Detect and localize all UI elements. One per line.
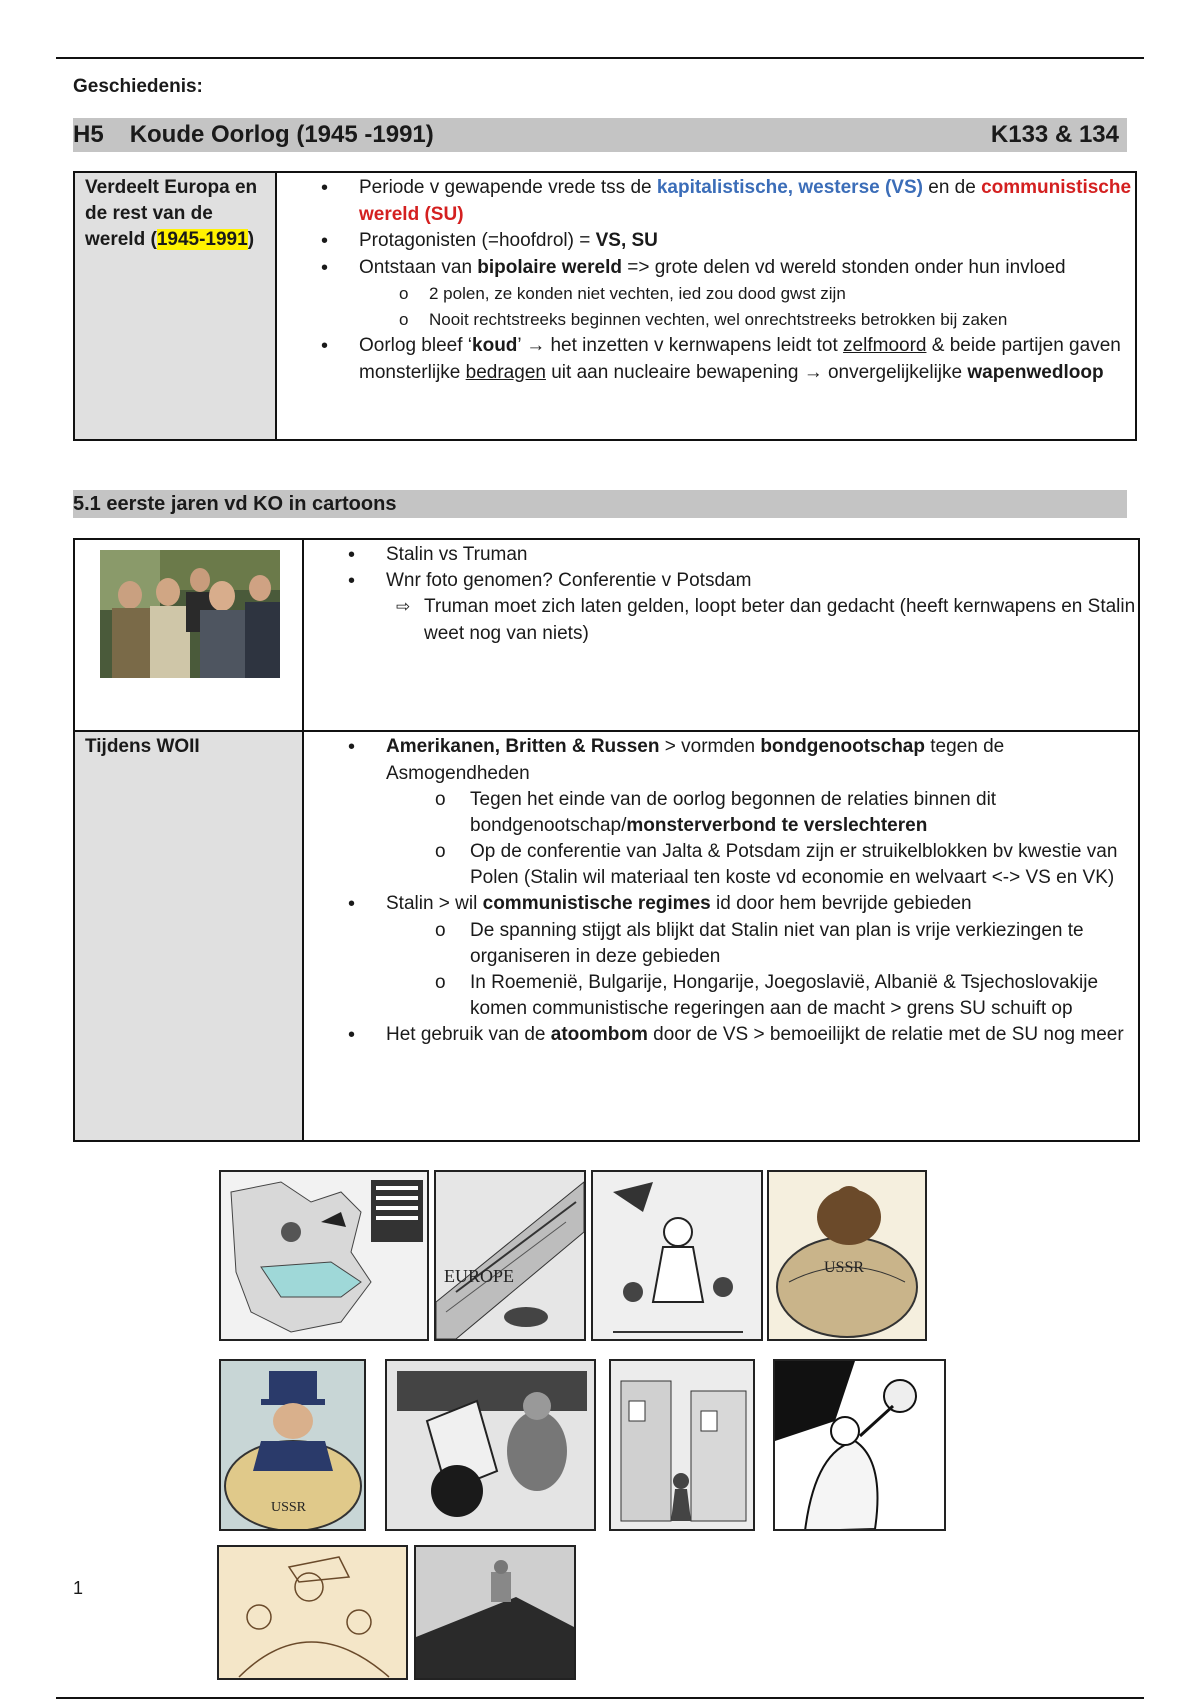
intro-table: [73, 171, 1137, 441]
photo-arrow-list: [304, 594, 1138, 647]
potsdam-photo: [100, 550, 280, 678]
intro-sub-bullets: [277, 281, 1135, 333]
chapter-reference: K133 & 134: [990, 121, 1119, 148]
top-rule: [56, 57, 1144, 59]
list-item: • Stalin vs Truman: [304, 542, 1138, 568]
list-item: • Wnr foto genomen? Conferentie v Potsdam: [304, 568, 1138, 594]
cartoon-europe-text: EUROPE: [444, 1266, 515, 1286]
list-item: • Ontstaan van bipolaire wereld => grote delen vd wereld stonden onder hun invloed o 2 polen, ze konden niet vechten, ied zou dood gwst zijn o Nooit rechtstreeks beginnen vechten, wel onrechtstreeks betrokken bij zaken: [277, 255, 1135, 334]
list-item: • Protagonisten (=hoofdrol) = VS, SU: [277, 228, 1135, 255]
photo-bullets: [304, 540, 1138, 594]
dark-figure-illustration: [416, 1547, 574, 1678]
bear-globe-illustration: [769, 1172, 925, 1339]
basketball-illustration: [775, 1361, 944, 1529]
photo-cell: [74, 539, 303, 731]
woii-side-label: Tijdens WOII: [85, 736, 200, 757]
photo-notes-cell: [303, 539, 1139, 731]
subject-label: Geschiedenis:: [73, 76, 203, 97]
woii-sub-bullets-1: [304, 787, 1138, 891]
page-number: 1: [73, 1578, 84, 1598]
cartoon-bear-globe: [767, 1170, 927, 1341]
tug-of-war-illustration: [593, 1172, 761, 1339]
chapter-number: H5: [73, 121, 104, 148]
intro-content-cell: [276, 172, 1136, 440]
list-item: o Tegen het einde van de oorlog begonnen de relaties binnen dit bondgenootschap/monsterverbond te verslechteren: [304, 787, 1138, 839]
woii-side-cell: [74, 731, 303, 1141]
cartoon-iron-curtain: [434, 1170, 586, 1341]
woii-bullets: [304, 732, 1138, 1048]
list-item: • Periode v gewapende vrede tss de kapitalistische, westerse (VS) en de communistische wereld (SU): [277, 175, 1135, 228]
list-item: • Amerikanen, Britten & Russen > vormden bondgenootschap tegen de Asmogendheden o Tegen het einde van de oorlog begonnen de relaties binnen dit bondgenootschap/monsterverbond te verslechteren o Op de conferentie van Jalta & Potsdam zijn er struikelblokken bv kwestie van Polen (Stalin wil materiaal ten koste vd economie en welvaart <-> VS en VK): [304, 734, 1138, 891]
bomb-illustration: [387, 1361, 594, 1529]
intro-side-cell: [74, 172, 276, 440]
list-item: o Nooit rechtstreeks beginnen vechten, wel onrechtstreeks betrokken bij zaken: [277, 307, 1135, 333]
europe-map-illustration: [221, 1172, 427, 1339]
cartoon-uncle-sam: [219, 1359, 366, 1531]
chapter-title-text: Koude Oorlog (1945 -1991): [129, 121, 434, 148]
cartoons-table: [73, 538, 1140, 1142]
street-illustration: [611, 1361, 753, 1529]
years-highlight: 1945-1991: [156, 229, 248, 250]
cartoon-ussr-text-2: USSR: [271, 1500, 307, 1515]
cartoon-dark-figure: [414, 1545, 576, 1680]
cartoon-tug-of-war: [591, 1170, 763, 1341]
woii-sub-bullets-2: [304, 918, 1138, 1022]
list-item: • Stalin > wil communistische regimes id door hem bevrijde gebieden o De spanning stijgt als blijkt dat Stalin niet van plan is vrije verkiezingen te organiseren in deze gebieden o In Roemenië, Bulgarije, Hongarije, Joegoslavië, Albanië & Tsjechoslovakije komen communistische regeringen aan de macht > grens SU schuift op: [304, 891, 1138, 1022]
cartoon-basketball: [773, 1359, 946, 1531]
intro-bullets: [277, 173, 1135, 386]
intro-side-label: Verdeelt Europa en de rest van de wereld (1945-1991): [85, 177, 258, 250]
cartoon-crowd: [217, 1545, 408, 1680]
list-item: o Op de conferentie van Jalta & Potsdam zijn er struikelblokken bv kwestie van Polen (Stalin wil materiaal ten koste vd economie en welvaart <-> VS en VK): [304, 839, 1138, 891]
list-item: ⇨ Truman moet zich laten gelden, loopt beter dan gedacht (heeft kernwapens en Stalin weet nog van niets): [304, 594, 1138, 647]
list-item: • Oorlog bleef ‘koud’ → het inzetten v kernwapens leidt tot zelfmoord & beide partijen gaven monsterlijke bedragen uit aan nucleaire bewapening → onvergelijkelijke wapenwedloop: [277, 333, 1135, 386]
cartoon-europe-map: [219, 1170, 429, 1341]
list-item: o In Roemenië, Bulgarije, Hongarije, Joegoslavië, Albanië & Tsjechoslovakije komen communistische regeringen aan de macht > grens SU schuift op: [304, 970, 1138, 1022]
list-item: o De spanning stijgt als blijkt dat Stalin niet van plan is vrije verkiezingen te organiseren in deze gebieden: [304, 918, 1138, 970]
chapter-title: [73, 121, 434, 149]
uncle-sam-illustration: [221, 1361, 364, 1529]
list-item: • Het gebruik van de atoombom door de VS > bemoeilijkt de relatie met de SU nog meer: [304, 1022, 1138, 1049]
cartoon-bomb: [385, 1359, 596, 1531]
woii-content-cell: [303, 731, 1139, 1141]
crowd-illustration: [219, 1547, 406, 1678]
cartoon-street: [609, 1359, 755, 1531]
bottom-rule: [56, 1697, 1144, 1699]
list-item: o 2 polen, ze konden niet vechten, ied zou dood gwst zijn: [277, 281, 1135, 307]
chapter-header: [73, 118, 1127, 152]
iron-curtain-illustration: [436, 1172, 584, 1339]
section-title: 5.1 eerste jaren vd KO in cartoons: [73, 490, 1127, 518]
cartoon-ussr-text: USSR: [824, 1259, 865, 1276]
